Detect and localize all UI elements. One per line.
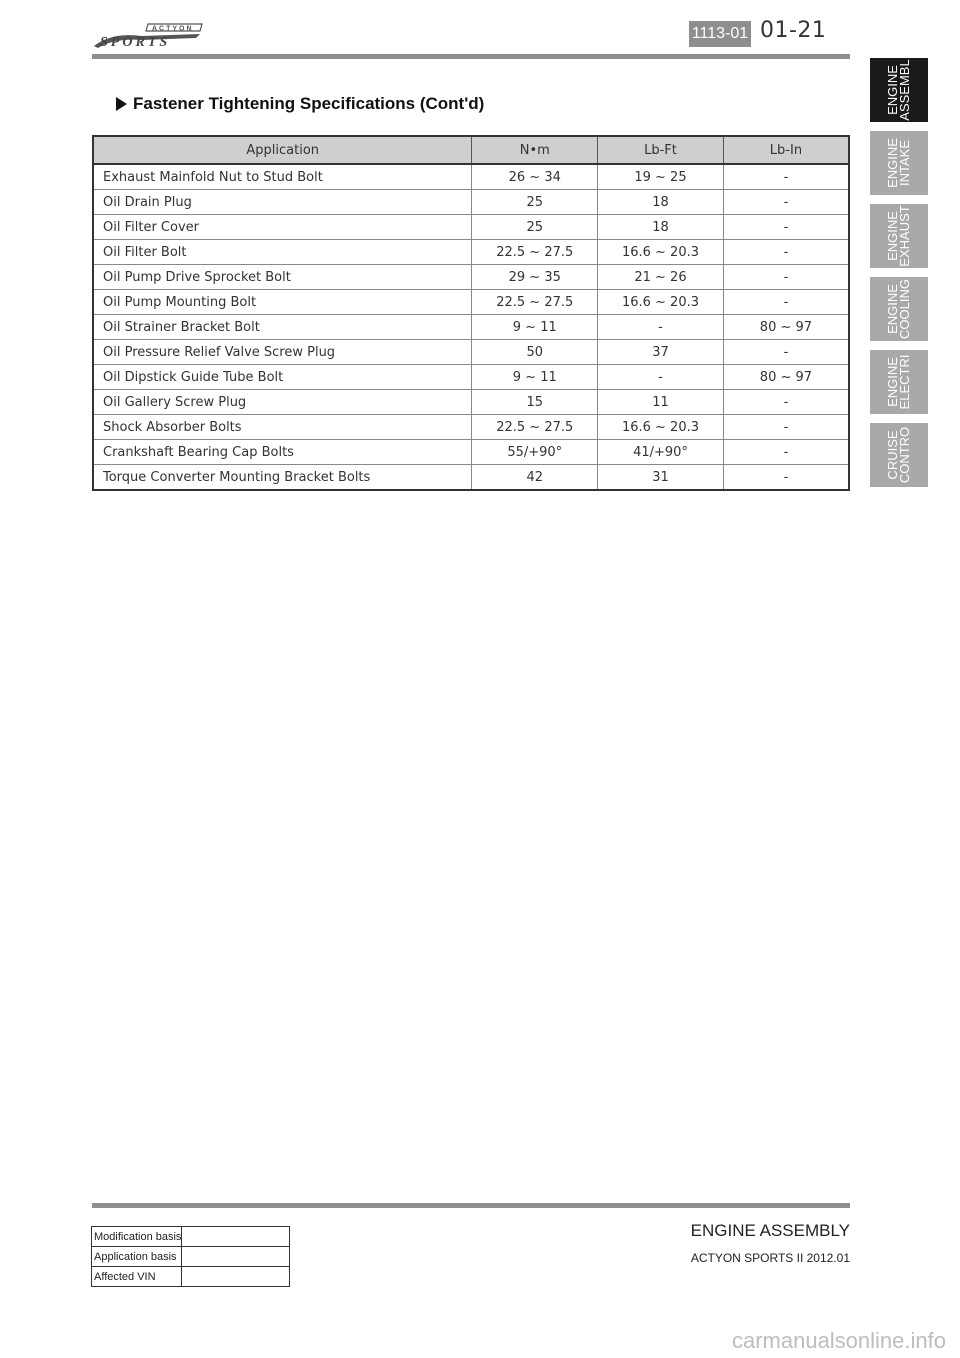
table-row: [93, 164, 849, 190]
cell-lb-ft: 37: [598, 340, 724, 365]
modification-table: [91, 1226, 290, 1287]
cell-nm: 26 ~ 34: [472, 164, 598, 190]
cell-application: Oil Strainer Bracket Bolt: [93, 315, 472, 340]
cell-nm: 22.5 ~ 27.5: [472, 290, 598, 315]
chapter-tabs: [870, 58, 928, 496]
cell-lb-ft: 16.6 ~ 20.3: [598, 415, 724, 440]
cell-lb-in: 80 ~ 97: [723, 365, 849, 390]
table-row: [93, 390, 849, 415]
header-nm: N•m: [472, 136, 598, 164]
chapter-tab-electri[interactable]: [870, 350, 928, 414]
chapter-tab-assembl[interactable]: [870, 58, 928, 122]
cell-lb-in: -: [723, 465, 849, 491]
cell-application: Exhaust Mainfold Nut to Stud Bolt: [93, 164, 472, 190]
cell-application: Oil Pump Drive Sprocket Bolt: [93, 265, 472, 290]
cell-lb-in: -: [723, 415, 849, 440]
chapter-tab-contro[interactable]: [870, 423, 928, 487]
cell-nm: 9 ~ 11: [472, 365, 598, 390]
cell-lb-ft: 31: [598, 465, 724, 491]
application-basis-label: Application basis: [92, 1247, 182, 1267]
table-row: [93, 265, 849, 290]
cell-application: Oil Filter Bolt: [93, 240, 472, 265]
header-lb-in: Lb-In: [723, 136, 849, 164]
table-row: [93, 340, 849, 365]
cell-nm: 50: [472, 340, 598, 365]
modification-basis-value: [182, 1227, 290, 1247]
table-row: [93, 465, 849, 491]
table-row: [93, 240, 849, 265]
cell-lb-ft: 41/+90°: [598, 440, 724, 465]
cell-nm: 9 ~ 11: [472, 315, 598, 340]
section-title: Fastener Tightening Specifications (Cont'd): [133, 94, 485, 113]
affected-vin-label: Affected VIN: [92, 1267, 182, 1287]
cell-lb-ft: 11: [598, 390, 724, 415]
cell-nm: 25: [472, 215, 598, 240]
cell-nm: 55/+90°: [472, 440, 598, 465]
table-header-row: [93, 136, 849, 164]
chapter-tab-line1: ENGINE: [885, 138, 900, 188]
chapter-tab-intake[interactable]: [870, 131, 928, 195]
cell-lb-in: -: [723, 290, 849, 315]
cell-lb-in: -: [723, 190, 849, 215]
cell-lb-in: -: [723, 440, 849, 465]
cell-application: Torque Converter Mounting Bracket Bolts: [93, 465, 472, 491]
chapter-tab-label: [887, 138, 911, 188]
application-basis-value: [182, 1247, 290, 1267]
chapter-tab-label: [887, 427, 911, 483]
cell-application: Oil Dipstick Guide Tube Bolt: [93, 365, 472, 390]
table-row: [93, 365, 849, 390]
table-row: [92, 1227, 290, 1247]
chapter-tab-line2: COOLING: [897, 279, 912, 339]
chapter-tab-line1: ENGINE: [885, 284, 900, 334]
affected-vin-value: [182, 1267, 290, 1287]
footer-subtitle: ACTYON SPORTS II 2012.01: [690, 1251, 850, 1265]
cell-lb-in: 80 ~ 97: [723, 315, 849, 340]
chapter-tab-label: [887, 279, 911, 339]
chapter-tab-label: [887, 205, 911, 266]
cell-nm: 42: [472, 465, 598, 491]
chapter-tab-line2: CONTRO: [897, 426, 912, 484]
chapter-tab-label: [887, 59, 911, 120]
cell-lb-ft: 16.6 ~ 20.3: [598, 290, 724, 315]
chapter-tab-cooling[interactable]: [870, 277, 928, 341]
table-row: [93, 315, 849, 340]
cell-nm: 22.5 ~ 27.5: [472, 240, 598, 265]
table-row: [93, 290, 849, 315]
svg-text:ACTYON: ACTYON: [152, 25, 194, 33]
header-application: Application: [93, 136, 472, 164]
cell-lb-ft: 21 ~ 26: [598, 265, 724, 290]
cell-lb-ft: 16.6 ~ 20.3: [598, 240, 724, 265]
svg-text:SPORTS: SPORTS: [100, 35, 171, 50]
cell-application: Crankshaft Bearing Cap Bolts: [93, 440, 472, 465]
chapter-tab-label: [887, 355, 911, 410]
cell-lb-in: -: [723, 215, 849, 240]
table-row: [92, 1247, 290, 1267]
table-row: [92, 1267, 290, 1287]
actyon-sports-logo: [92, 22, 204, 50]
fastener-spec-table: [92, 135, 850, 491]
section-code-badge: 1113-01: [689, 21, 751, 47]
cell-lb-in: -: [723, 340, 849, 365]
cell-application: Oil Filter Cover: [93, 215, 472, 240]
cell-lb-in: -: [723, 390, 849, 415]
cell-lb-in: -: [723, 240, 849, 265]
cell-lb-in: -: [723, 265, 849, 290]
cell-application: Oil Pump Mounting Bolt: [93, 290, 472, 315]
cell-nm: 15: [472, 390, 598, 415]
table-row: [93, 415, 849, 440]
cell-nm: 25: [472, 190, 598, 215]
cell-lb-ft: -: [598, 315, 724, 340]
bottom-divider: [92, 1203, 850, 1208]
table-row: [93, 440, 849, 465]
chapter-tab-exhaust[interactable]: [870, 204, 928, 268]
cell-nm: 29 ~ 35: [472, 265, 598, 290]
table-row: [93, 215, 849, 240]
cell-nm: 22.5 ~ 27.5: [472, 415, 598, 440]
cell-application: Shock Absorber Bolts: [93, 415, 472, 440]
top-divider: [92, 54, 850, 59]
modification-basis-label: Modification basis: [92, 1227, 182, 1247]
chapter-tab-line1: CRUISE: [885, 430, 900, 480]
chapter-tab-line2: EXHAUST: [897, 205, 912, 267]
chapter-tab-line1: ENGINE: [885, 65, 900, 115]
cell-application: Oil Pressure Relief Valve Screw Plug: [93, 340, 472, 365]
watermark: carmanualsonline.info: [731, 1328, 946, 1353]
cell-application: Oil Gallery Screw Plug: [93, 390, 472, 415]
cell-lb-ft: 19 ~ 25: [598, 164, 724, 190]
chapter-tab-line2: INTAKE: [897, 140, 912, 186]
chapter-tab-line2: ELECTRI: [897, 354, 912, 410]
cell-lb-ft: 18: [598, 215, 724, 240]
footer-title: ENGINE ASSEMBLY: [690, 1221, 850, 1240]
header-lb-ft: Lb-Ft: [598, 136, 724, 164]
chapter-tab-line1: ENGINE: [885, 211, 900, 261]
page-number: 01-21: [760, 18, 827, 43]
table-row: [93, 190, 849, 215]
cell-lb-ft: 18: [598, 190, 724, 215]
cell-lb-in: -: [723, 164, 849, 190]
chapter-tab-line1: ENGINE: [885, 357, 900, 407]
cell-application: Oil Drain Plug: [93, 190, 472, 215]
cell-lb-ft: -: [598, 365, 724, 390]
chapter-tab-line2: ASSEMBL: [897, 59, 912, 121]
